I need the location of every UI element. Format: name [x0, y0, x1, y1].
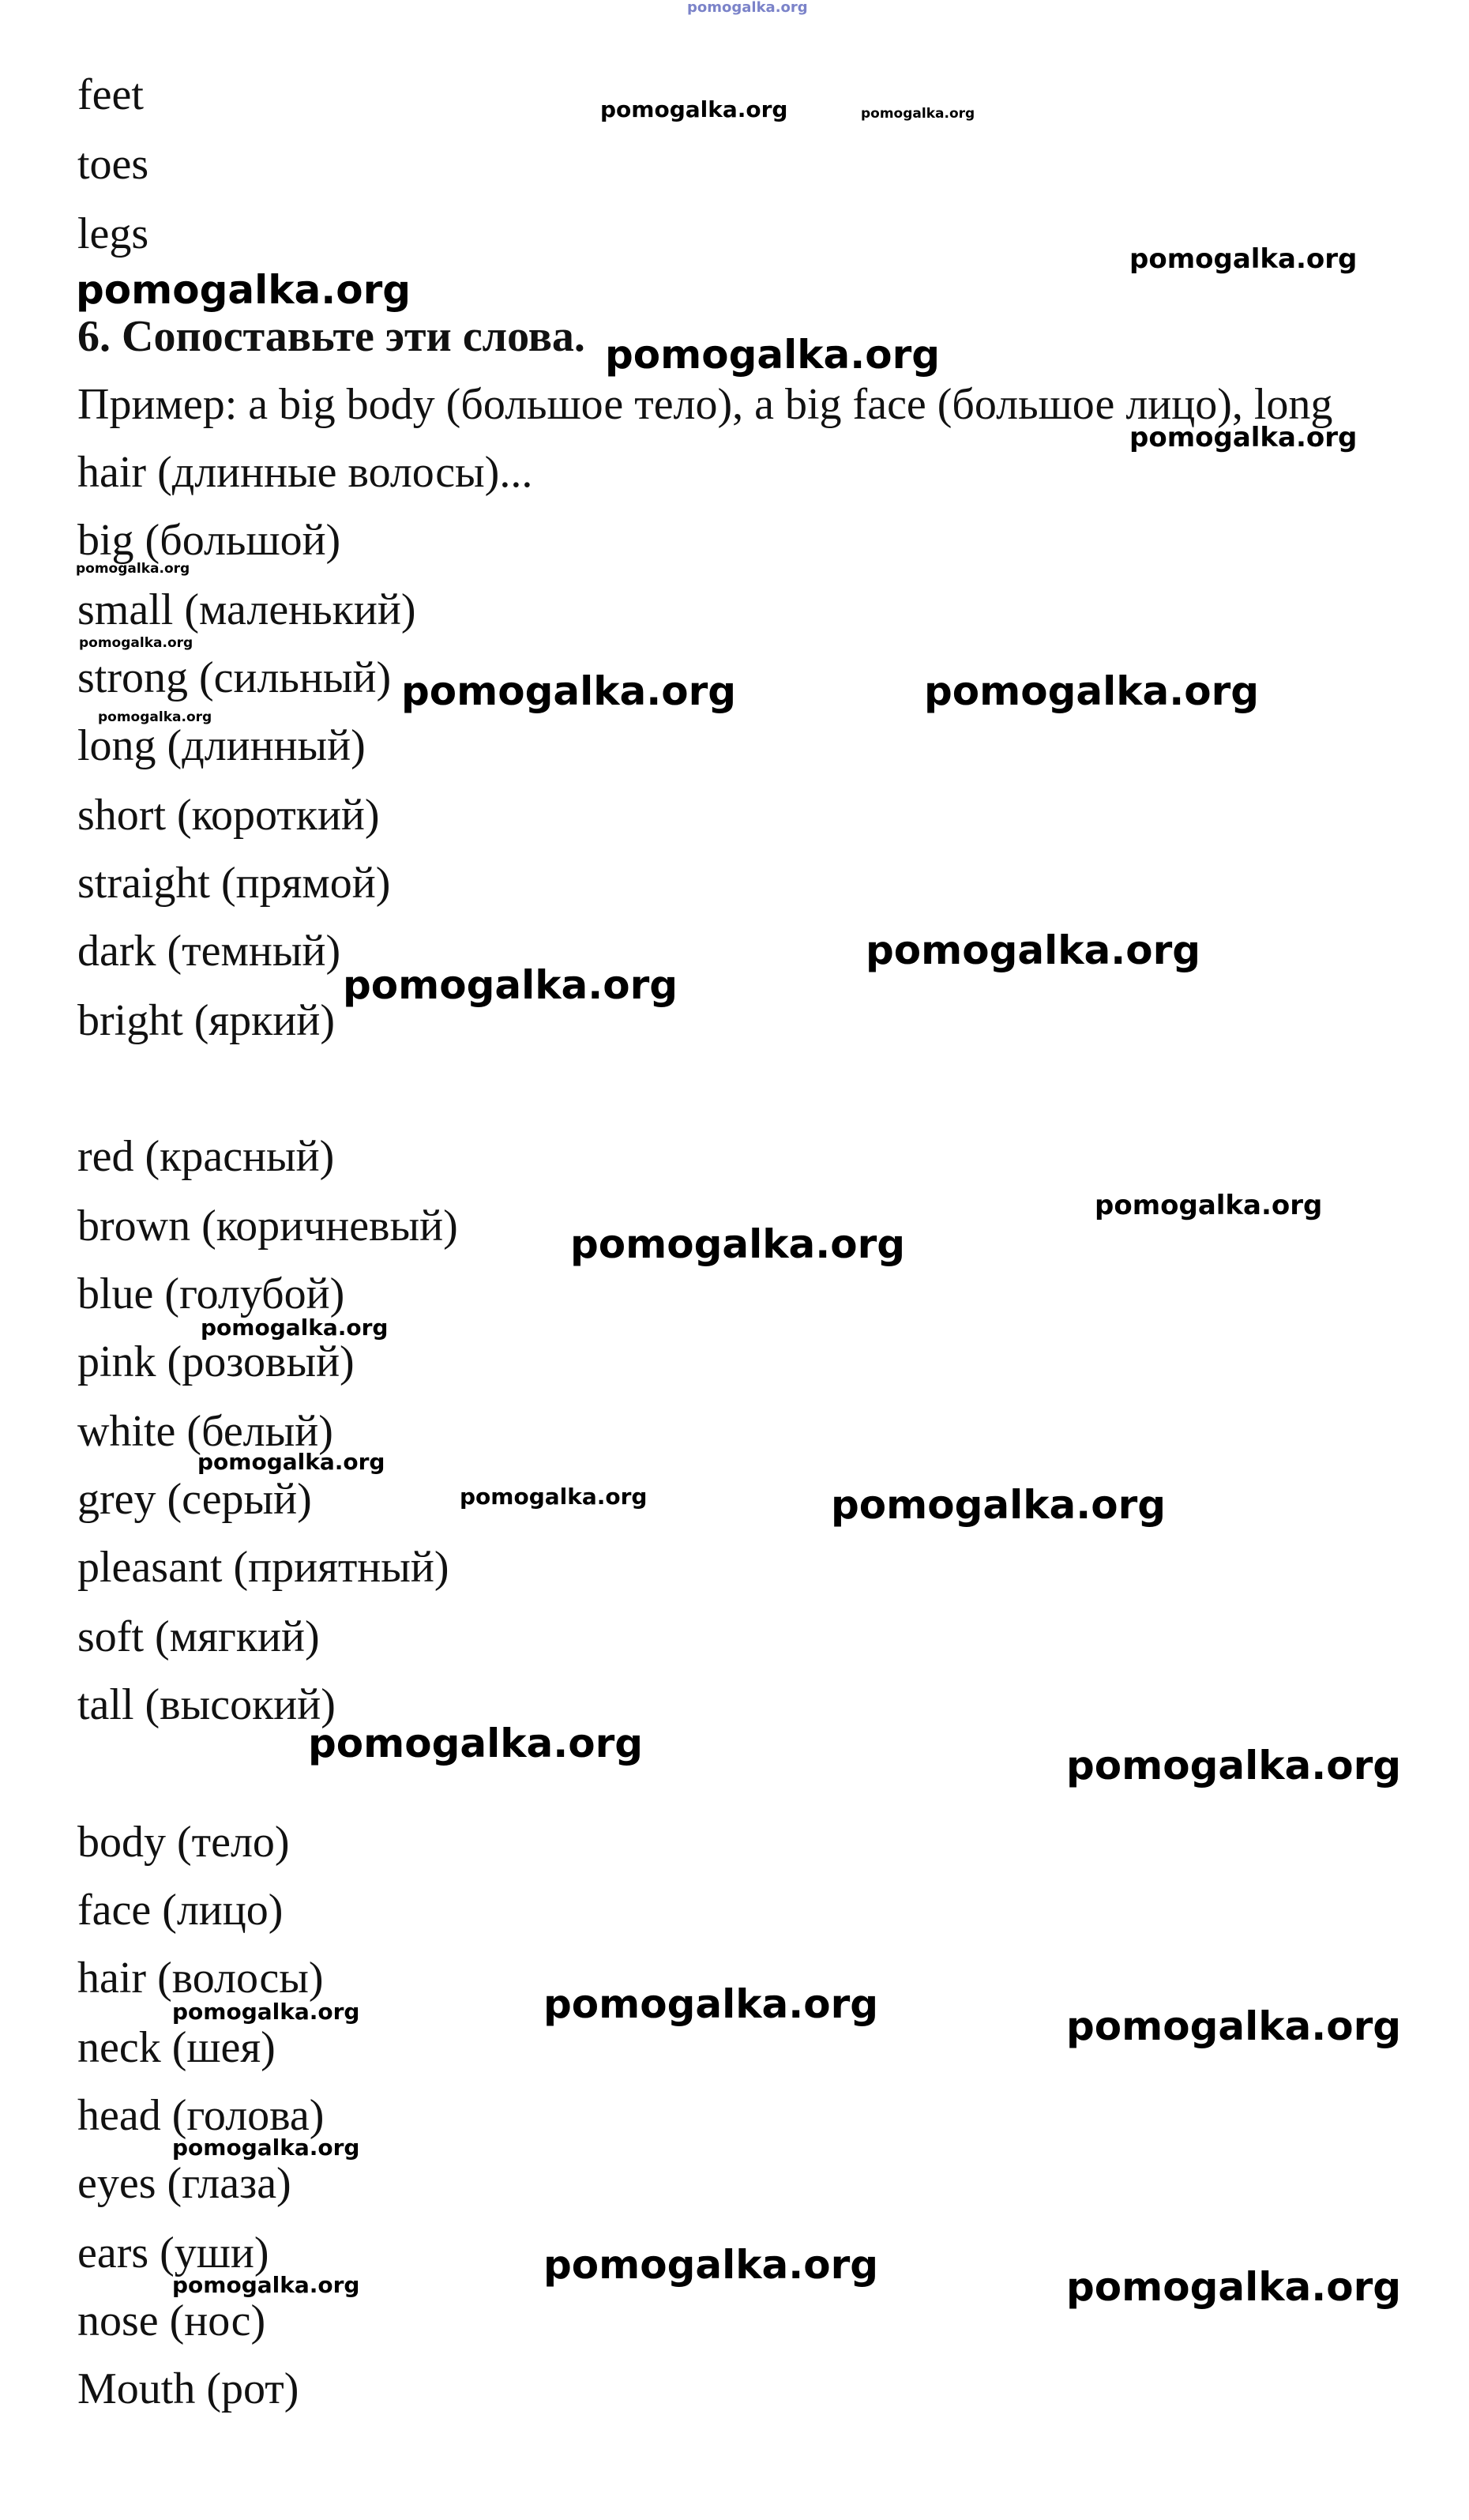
- watermark-text: pomogalka.org: [1066, 2003, 1402, 2049]
- watermark-text: pomogalka.org: [1129, 243, 1358, 275]
- watermark-text: pomogalka.org: [924, 668, 1260, 714]
- word-red: red (красный): [77, 1132, 335, 1181]
- watermark-text: pomogalka.org: [172, 2272, 360, 2298]
- watermark-text: pomogalka.org: [98, 709, 212, 725]
- watermark-text: pomogalka.org: [543, 2242, 879, 2288]
- example-text-line-1: Пример: a big body (большое тело), a big face (большое лицо), long: [77, 380, 1333, 429]
- word-dark: dark (темный): [77, 927, 341, 976]
- word-long: long (длинный): [77, 721, 366, 770]
- word-pleasant: pleasant (приятный): [77, 1543, 449, 1592]
- word-blue: blue (голубой): [77, 1269, 345, 1318]
- watermark-text: pomogalka.org: [79, 635, 193, 651]
- exercise-heading: 6. Сопоставьте эти слова.: [77, 312, 585, 361]
- word-small: small (маленький): [77, 585, 416, 634]
- word-nose: nose (нос): [77, 2296, 266, 2345]
- word-soft: soft (мягкий): [77, 1612, 320, 1661]
- word-pink: pink (розовый): [77, 1337, 355, 1386]
- word-body: body (тело): [77, 1818, 290, 1867]
- word-eyes: eyes (глаза): [77, 2159, 291, 2208]
- word-tall: tall (высокий): [77, 1680, 336, 1729]
- word-brown: brown (коричневый): [77, 1202, 458, 1251]
- word-mouth: Mouth (рот): [77, 2364, 299, 2413]
- watermark-text: pomogalka.org: [1095, 1190, 1323, 1221]
- watermark-text: pomogalka.org: [1066, 2264, 1402, 2310]
- watermark-text: pomogalka.org: [1066, 1743, 1402, 1788]
- word-strong: strong (сильный): [77, 653, 392, 702]
- watermark-text: pomogalka.org: [172, 1999, 360, 2025]
- word-bright: bright (яркий): [77, 996, 335, 1045]
- watermark-text: pomogalka.org: [570, 1221, 906, 1267]
- watermark-text: pomogalka.org: [201, 1315, 389, 1341]
- watermark-text: pomogalka.org: [460, 1484, 648, 1510]
- watermark-text: pomogalka.org: [866, 927, 1201, 973]
- text-line-feet: feet: [77, 70, 144, 119]
- watermark-text: pomogalka.org: [343, 962, 678, 1008]
- word-hair: hair (волосы): [77, 1954, 324, 2003]
- watermark-text: pomogalka.org: [543, 1981, 879, 2027]
- example-text-line-2: hair (длинные волосы)...: [77, 448, 533, 497]
- watermark-text: pomogalka.org: [172, 2134, 360, 2161]
- word-grey: grey (серый): [77, 1475, 312, 1524]
- watermark-text: pomogalka.org: [831, 1482, 1167, 1528]
- watermark-text: pomogalka.org: [605, 332, 941, 378]
- word-ears: ears (уши): [77, 2229, 269, 2277]
- watermark-text: pomogalka.org: [687, 0, 808, 16]
- word-neck: neck (шея): [77, 2023, 276, 2072]
- word-face: face (лицо): [77, 1886, 284, 1935]
- word-big: big (большой): [77, 516, 341, 565]
- word-short: short (короткий): [77, 791, 380, 840]
- watermark-text: pomogalka.org: [197, 1449, 385, 1475]
- watermark-text: pomogalka.org: [76, 267, 411, 313]
- word-head: head (голова): [77, 2091, 325, 2140]
- word-white: white (белый): [77, 1407, 333, 1456]
- text-line-toes: toes: [77, 140, 149, 189]
- text-line-legs: legs: [77, 209, 149, 258]
- watermark-text: pomogalka.org: [76, 561, 190, 577]
- watermark-text: pomogalka.org: [401, 668, 737, 714]
- watermark-text: pomogalka.org: [308, 1721, 644, 1766]
- word-straight: straight (прямой): [77, 859, 391, 908]
- watermark-text: pomogalka.org: [1129, 422, 1358, 453]
- watermark-text: pomogalka.org: [600, 96, 788, 122]
- watermark-text: pomogalka.org: [861, 106, 975, 122]
